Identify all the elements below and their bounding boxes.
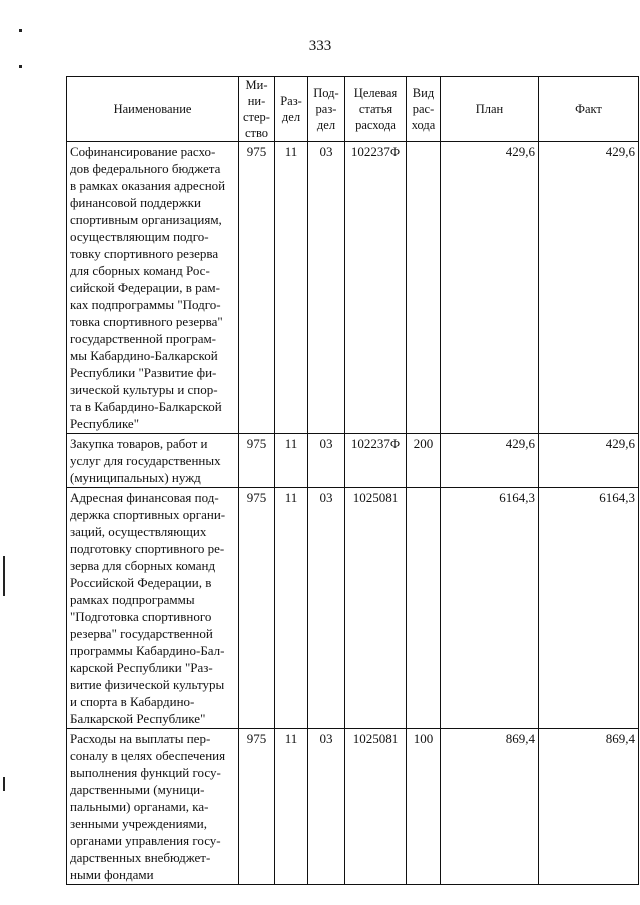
row-name: Расходы на выплаты пер- соналу в целях обеспечения выполнения функций госу- дарственными (муници- пальными) органами, ка- зенными учреждениями, органами управления госу- дарственных внебюджет- ными фондами	[67, 729, 239, 885]
row-plan: 6164,3	[441, 488, 539, 729]
row-subsection: 03	[308, 729, 345, 885]
row-kind	[407, 488, 441, 729]
row-fact: 429,6	[539, 434, 639, 488]
row-target: 102237Ф	[345, 142, 407, 434]
scan-mark	[3, 777, 5, 791]
column-header-ministry: Ми- ни- стер- ство	[239, 77, 275, 142]
row-fact: 869,4	[539, 729, 639, 885]
row-plan: 869,4	[441, 729, 539, 885]
row-ministry: 975	[239, 434, 275, 488]
row-kind: 100	[407, 729, 441, 885]
row-name: Софинансирование расхо- дов федерального бюджета в рамках оказания адресной финансовой поддержки спортивным организациям, осуществляющим подго- товку спортивного резерва для сборных команд Рос- сийской Федерации, в рам- ках подпрограммы "Подго- товка спортивного резерва" государственной програм- мы Кабардино-Балкарской Республики "Развитие фи- зической культуры и спор- та в Кабардино-Балкарской Республике"	[67, 142, 239, 434]
row-section: 11	[275, 142, 308, 434]
row-ministry: 975	[239, 729, 275, 885]
row-name: Закупка товаров, работ и услуг для государственных (муниципальных) нужд	[67, 434, 239, 488]
row-ministry: 975	[239, 488, 275, 729]
column-header-plan: План	[441, 77, 539, 142]
table-row	[67, 142, 639, 434]
row-target: 1025081	[345, 729, 407, 885]
row-subsection: 03	[308, 488, 345, 729]
row-kind	[407, 142, 441, 434]
row-fact: 429,6	[539, 142, 639, 434]
column-header-target: Целевая статья расхода	[345, 77, 407, 142]
row-name: Адресная финансовая под- держка спортивных органи- заций, осуществляющих подготовку спортивного ре- зерва для сборных команд Российской Федерации, в рамках подпрограммы "Подготовка спортивного резерва" государственной программы Кабардино-Бал- карской Республики "Раз- витие физической культуры и спорта в Кабардино- Балкарской Республике"	[67, 488, 239, 729]
table-row	[67, 434, 639, 488]
column-header-fact: Факт	[539, 77, 639, 142]
row-section: 11	[275, 729, 308, 885]
row-ministry: 975	[239, 142, 275, 434]
budget-table	[66, 76, 639, 885]
row-target: 102237Ф	[345, 434, 407, 488]
table-row	[67, 488, 639, 729]
column-header-section: Раз- дел	[275, 77, 308, 142]
column-header-subsection: Под- раз- дел	[308, 77, 345, 142]
row-subsection: 03	[308, 142, 345, 434]
row-plan: 429,6	[441, 434, 539, 488]
table-header-row	[67, 77, 639, 142]
row-section: 11	[275, 434, 308, 488]
row-kind: 200	[407, 434, 441, 488]
scan-mark	[19, 65, 22, 68]
row-section: 11	[275, 488, 308, 729]
row-fact: 6164,3	[539, 488, 639, 729]
column-header-name: Наименование	[67, 77, 239, 142]
row-target: 1025081	[345, 488, 407, 729]
row-subsection: 03	[308, 434, 345, 488]
row-plan: 429,6	[441, 142, 539, 434]
scan-mark	[3, 556, 5, 596]
page-number: 333	[308, 38, 332, 54]
table-row	[67, 729, 639, 885]
column-header-kind: Вид рас- хода	[407, 77, 441, 142]
scan-mark	[19, 29, 22, 32]
